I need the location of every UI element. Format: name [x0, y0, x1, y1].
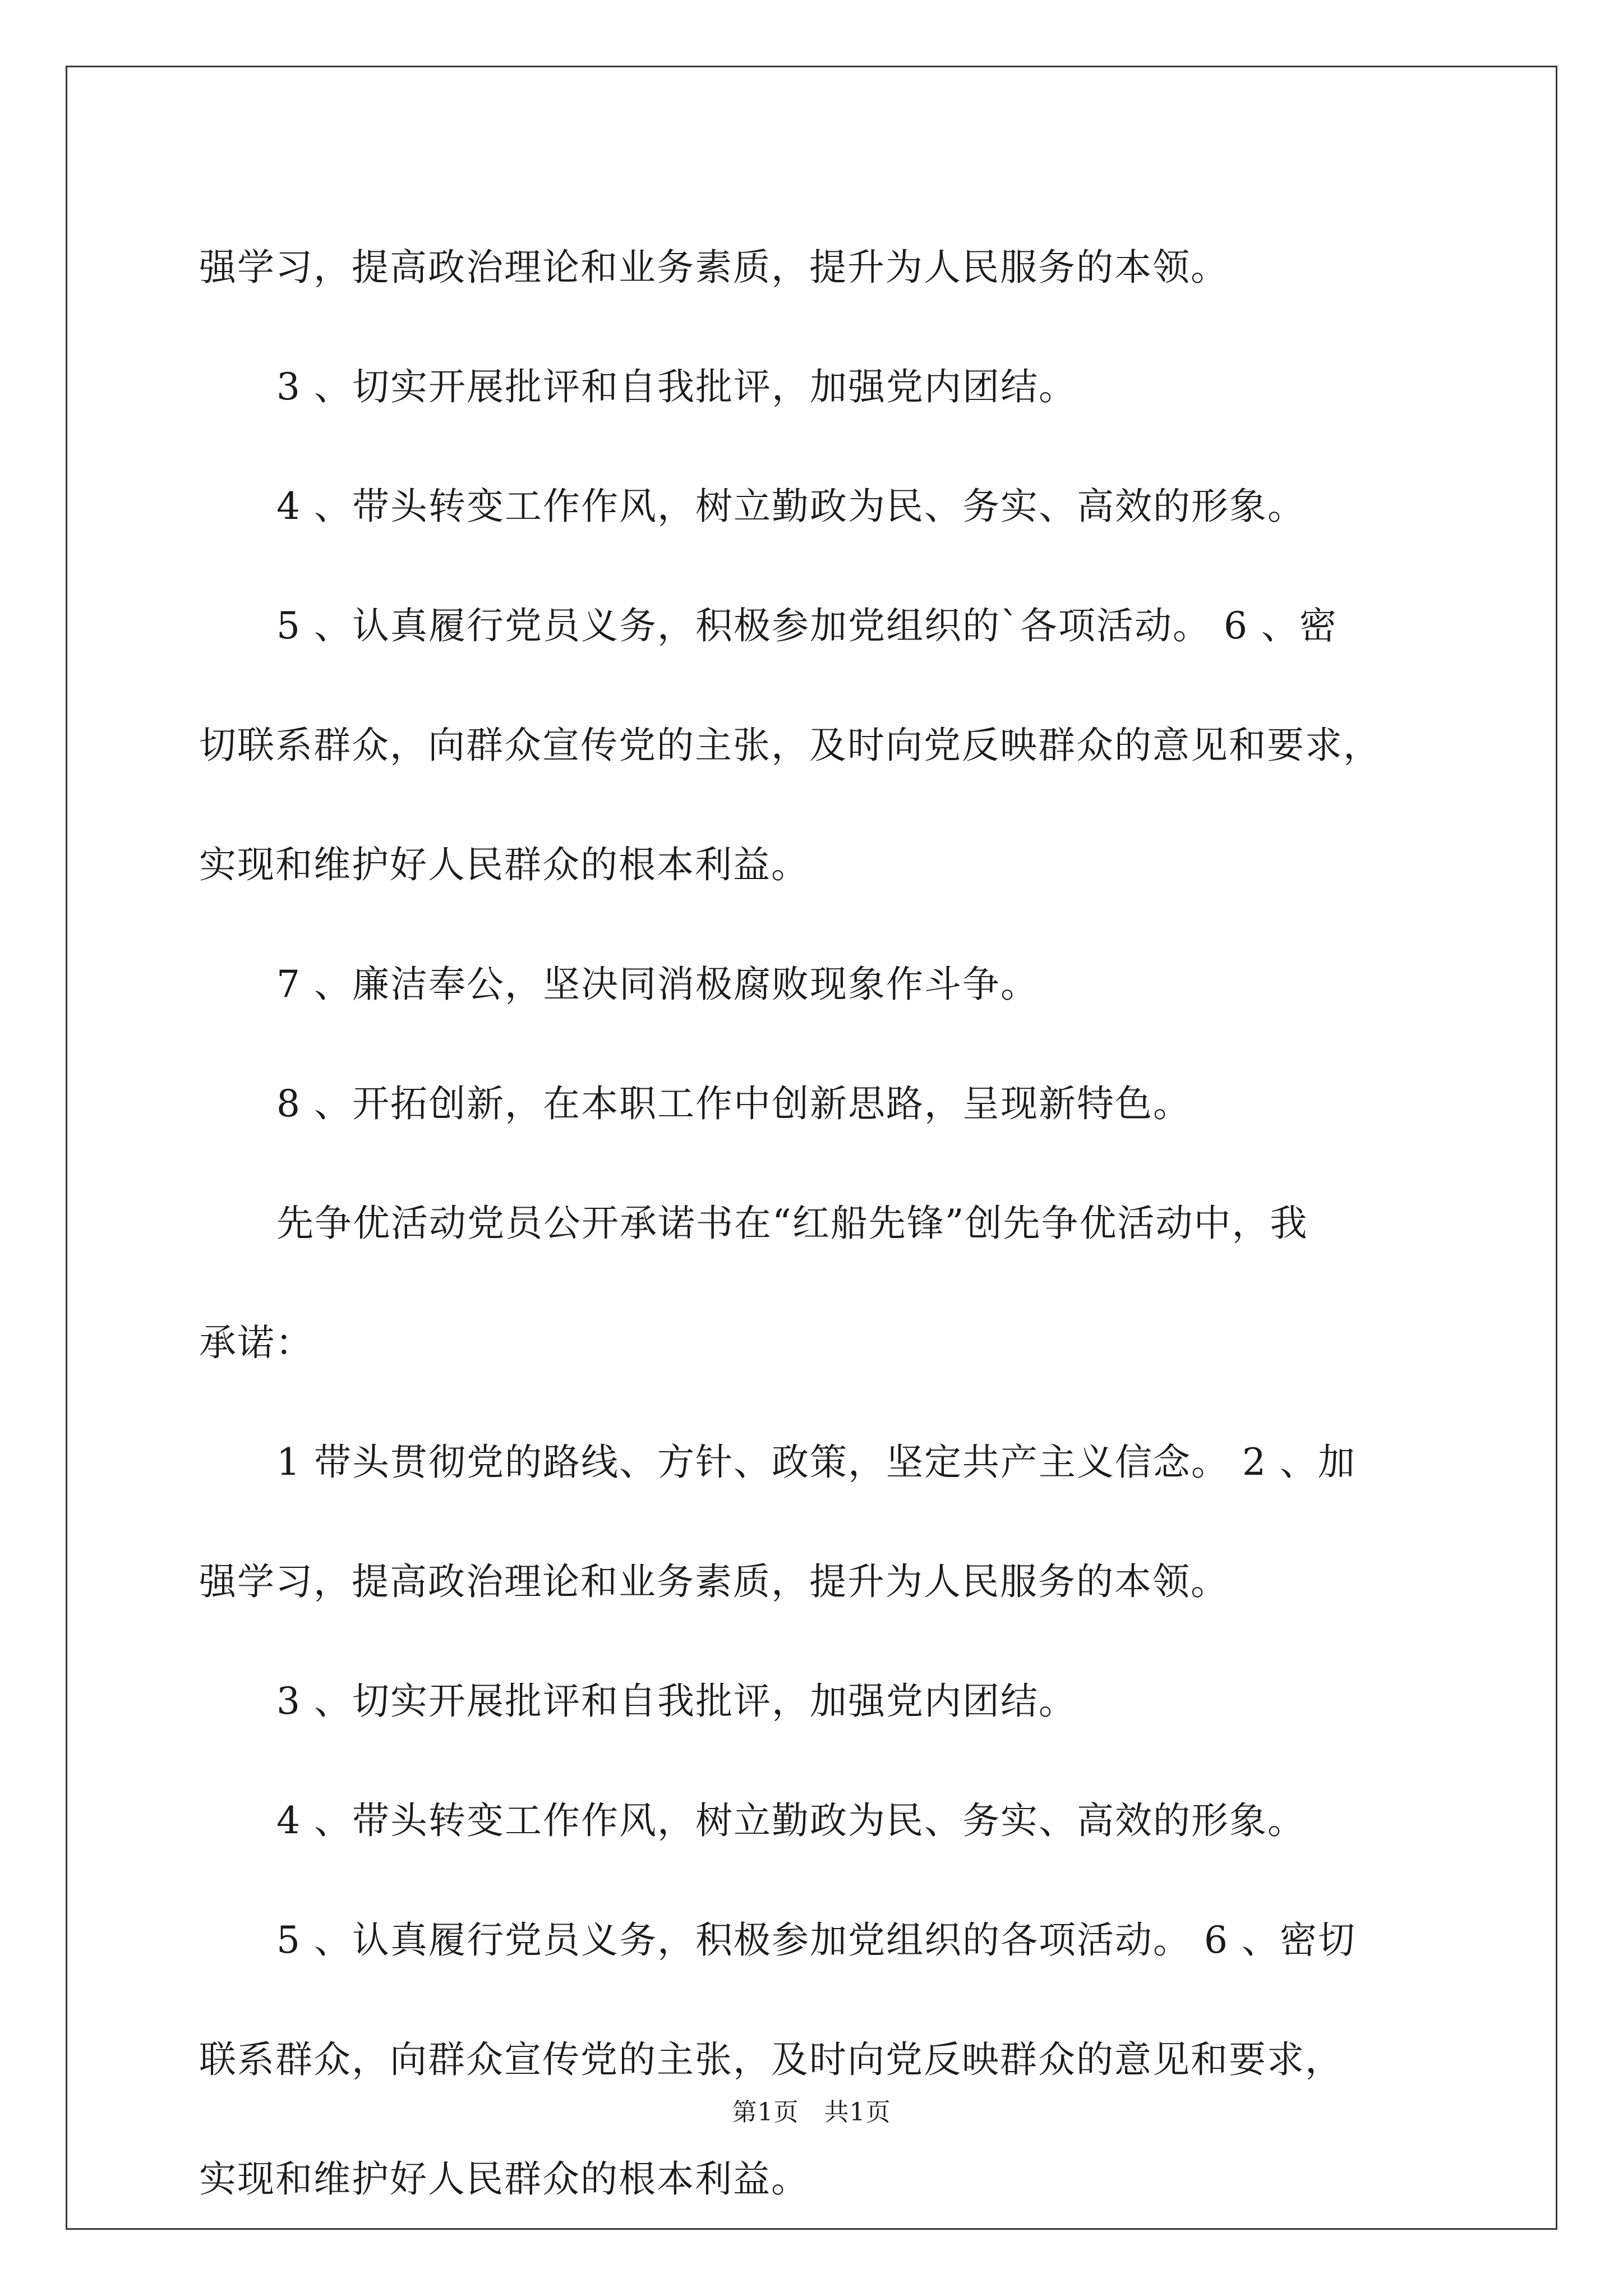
text-line-1: 强学习，提高政治理论和业务素质，提升为人民服务的本领。: [199, 246, 1229, 289]
text-line-5: 切联系群众，向群众宣传党的主张，及时向党反映群众的意见和要求，: [199, 724, 1381, 767]
text-line-13: 3 、切实开展批评和自我批评，加强党内团结。: [276, 1680, 1077, 1723]
text-line-12: 强学习，提高政治理论和业务素质，提升为人民服务的本领。: [199, 1560, 1229, 1603]
text-line-11: 1 带头贯彻党的路线、方针、政策，坚定共产主义信念。 2 、加: [276, 1441, 1356, 1484]
text-line-3: 4 、带头转变工作作风，树立勤政为民、务实、高效的形象。: [276, 485, 1306, 528]
text-line-2: 3 、切实开展批评和自我批评，加强党内团结。: [276, 365, 1077, 408]
text-line-14: 4 、带头转变工作作风，树立勤政为民、务实、高效的形象。: [276, 1799, 1306, 1842]
text-line-10: 承诺：: [199, 1321, 313, 1364]
text-line-15: 5 、认真履行党员义务，积极参加党组织的各项活动。 6 、密切: [276, 1918, 1356, 1962]
text-line-7: 7 、廉洁奉公，坚决同消极腐败现象作斗争。: [276, 963, 1039, 1006]
text-line-8: 8 、开拓创新，在本职工作中创新思路，呈现新特色。: [276, 1082, 1191, 1125]
page-footer: 第1页 共1页: [732, 2098, 891, 2127]
text-line-4: 5 、认真履行党员义务，积极参加党组织的`各项活动。 6 、密: [276, 604, 1338, 647]
text-line-6: 实现和维护好人民群众的根本利益。: [199, 843, 809, 886]
text-line-16: 联系群众，向群众宣传党的主张，及时向党反映群众的意见和要求，: [199, 2038, 1343, 2081]
document-body: [199, 208, 1430, 2239]
text-line-9: 先争优活动党员公开承诺书在“红船先锋”创先争优活动中，我: [276, 1202, 1308, 1245]
text-line-17: 实现和维护好人民群众的根本利益。: [199, 2157, 809, 2201]
